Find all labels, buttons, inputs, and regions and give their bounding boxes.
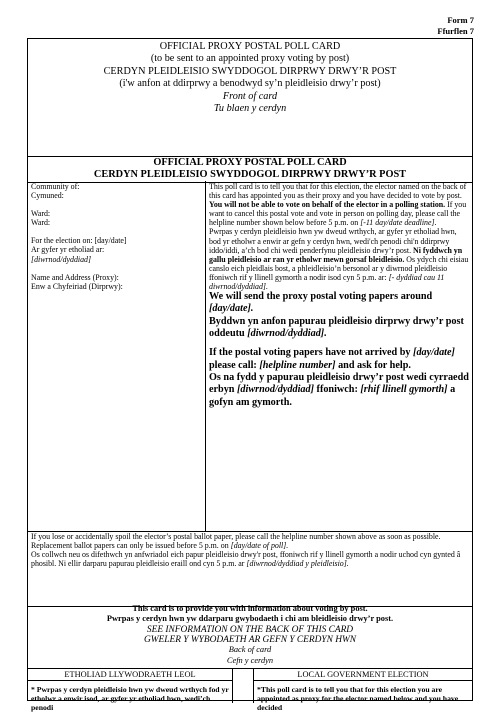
ward-label-en: Ward:	[31, 209, 51, 219]
helpline-notice-cy: Os na fydd y papurau pleidleisio drwy’r post wedi cyrraedd erbyn [diwrnod/dyddiad] ffoniwch: [rhif llinell gymorth] a gofyn am gymorth.	[209, 371, 469, 408]
community-label-cy: Cymuned:	[31, 191, 64, 201]
election-type-cy: ETHOLIAD LLYWODRAETH LEOL	[28, 669, 232, 681]
elector-details-column	[28, 181, 206, 531]
info-purpose-en: This card is to provide you with information about voting by post.	[132, 604, 368, 613]
card-title	[28, 156, 472, 183]
lost-ballot-notice	[28, 531, 472, 607]
form-label-en: Form 7	[447, 15, 474, 25]
card-info-section	[28, 604, 472, 666]
lost-ballot-en: If you lose or accidentally spoil the elector’s postal ballot paper, please call the helpline number shown above as soon as possible. Replacement ballot papers can only be issued before 5 p.m. on [day/date of poll].	[31, 532, 441, 551]
card-title-en: OFFICIAL PROXY POSTAL POLL CARD	[153, 157, 347, 168]
send-papers-en: We will send the proxy postal voting papers around [day/date].	[209, 291, 433, 315]
card-back-columns	[28, 668, 472, 713]
back-column-en	[253, 669, 472, 713]
community-label-en: Community of:	[31, 182, 80, 191]
proxy-name-label-cy: Enw a Chyfeiriad (Dirprwy):	[31, 281, 123, 291]
see-back-notice-en: SEE INFORMATION ON THE BACK OF THIS CARD	[146, 624, 354, 635]
election-type-en: LOCAL GOVERNMENT ELECTION	[254, 669, 472, 681]
lost-ballot-cy: Os collwch neu os difethwch yn anfwriadol eich papur pleidleisio drwy'r post, ffoniwch rif y llinell gymorth a nodir uchod cyn gynted â phosibl. Ni ellir darparu papurau pleidleisio eraill ond cyn 5 p.m. ar [diwrnod/dyddiad y pleidleisio].	[31, 550, 461, 569]
card-title-cy: CERDYN PLEIDLEISIO SWYDDOGOL DIRPRWY DRWY’R POST	[93, 168, 407, 180]
back-body-cy: * Pwrpas y cerdyn pleidleisio hwn yw dweud wrthych fod yr etholwr a enwir isod, ar gyfer yr etholiad hwn, wedi’ch penodi	[31, 685, 229, 713]
see-back-notice-cy: GWELER Y WYBODAETH AR GEFN Y CERDYN HWN	[143, 635, 357, 645]
header-title-en: OFFICIAL PROXY POSTAL POLL CARD	[159, 41, 341, 52]
helpline-number-cy: [rhif llinell gymorth]	[360, 384, 448, 396]
no-polling-station-warning-en: You will not be able to vote on behalf of the elector in a polling station.	[209, 200, 446, 210]
back-body-en: *This poll card is to tell you that for this election you are appointed as proxy for the elector named below and you have decided	[257, 685, 459, 713]
no-polling-station-warning-cy: Ni fyddwch yn gallu pleidleisio ar ran yr etholwr mewn gorsaf bleidleisio.	[209, 245, 463, 264]
proxy-name-label-en: Name and Address (Proxy):	[31, 272, 119, 282]
info-purpose-cy: Pwrpas y cerdyn hwn yw ddarparu gwybodaeth i chi am bleidleisio drwy’r post.	[106, 614, 394, 624]
cancel-deadline-cy: [- dyddiad cau 11 diwrnod/dyddiad].	[209, 272, 445, 292]
ward-label-cy: Ward:	[31, 218, 51, 228]
front-of-card-en: Front of card	[222, 90, 278, 102]
instructions-cy: Pwrpas y cerdyn pleidleisio hwn yw dweud wrthych, ar gyfer yr etholiad hwn, bod yr etholwr a enwir ar gefn y cerdyn hwn, wedi'ch penodi chi'n ddirprwy iddo/iddi, a’ch bod chi wedi penderfynu pleidleisio drwy’r post. Ni fyddwch yn gallu pleidleisio ar ran yr etholwr mewn gorsaf bleidleisio. Os ydych chi eisiau canslo eich pleidlais bost, a phleidleisio’n bersonol ar y diwrnod pleidleisio ffoniwch rif y llinell gymorth a nodir isod cyn 5 p.m. ar: [- dyddiad cau 11 diwrnod/dyddiad].	[209, 227, 469, 292]
back-of-card-cy: Cefn y cerdyn	[226, 655, 274, 665]
cancel-deadline-en: [-11 day/date deadline].	[360, 218, 437, 228]
proxy-poll-card-form	[27, 38, 473, 713]
card-front-columns	[28, 181, 472, 532]
form-number	[437, 15, 474, 37]
form-label-cy: Ffurflen 7	[437, 26, 474, 36]
election-date-placeholder-cy: [diwrnod/dyddiad]	[31, 254, 92, 264]
election-date-label-en: For the election on: [day/date]	[31, 236, 127, 246]
back-column-cy	[28, 669, 233, 713]
helpline-number-en: [helpline number]	[259, 359, 336, 371]
instructions-column	[206, 181, 472, 533]
header-subtitle-en: (to be sent to an appointed proxy voting by post)	[150, 53, 350, 65]
form-header	[28, 39, 472, 115]
instructions-en: This poll card is to tell you that for this election, the elector named on the back of this card has appointed you as their proxy and you have decided to vote by post. You will not be able to vote on behalf of the elector in a polling station. If you want to cancel this postal vote and vote in person on polling day, please call the helpline number shown below before 5 p.m. on [-11 day/date deadline].	[209, 182, 467, 228]
header-subtitle-cy: (i'w anfon at ddirprwy a benodwyd sy’n pleidleisio drwy’r post)	[119, 78, 381, 90]
election-date-label-cy: Ar gyfer yr etholiad ar:	[31, 245, 105, 255]
header-title-cy: CERDYN PLEIDLEISIO SWYDDOGOL DIRPRWY DRWY’R POST	[103, 65, 397, 77]
back-of-card-en: Back of card	[228, 645, 272, 655]
helpline-notice-en: If the postal voting papers have not arrived by [day/date] please call: [helpline number] and ask for help.	[209, 347, 455, 371]
front-of-card-cy: Tu blaen y cerdyn	[213, 103, 287, 115]
send-papers-cy: Byddwn yn anfon papurau pleidleisio dirprwy drwy’r post oddeutu [diwrnod/dyddiad].	[209, 315, 464, 340]
